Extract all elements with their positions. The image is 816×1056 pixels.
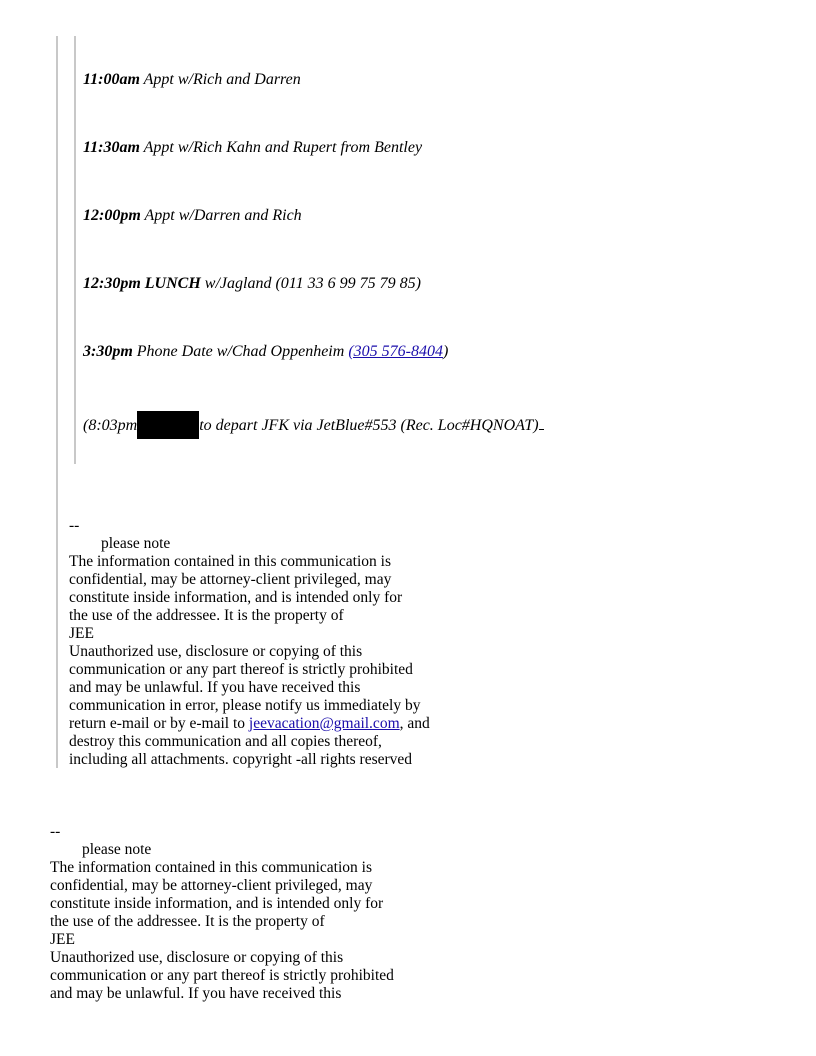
signature-line: communication in error, please notify us immediately by	[69, 697, 421, 714]
signature-dashes: --	[50, 823, 61, 840]
appointment-text-after: )	[442, 343, 449, 360]
appointment-text: (8:03pm	[83, 417, 138, 434]
appointment-text-after: to depart JFK via JetBlue#553 (Rec. Loc#HQNOAT)	[199, 417, 539, 434]
signature-line: the use of the addressee. It is the property of	[50, 913, 325, 930]
signature-line: constitute inside information, and is intended only for	[50, 895, 384, 912]
appointment-line	[83, 139, 422, 157]
appointment-line	[83, 411, 544, 439]
please-note: please note	[101, 535, 171, 552]
signature-line: communication or any part thereof is strictly prohibited	[50, 967, 394, 984]
trailing-underline	[539, 415, 544, 430]
signature-dashes: --	[69, 517, 80, 534]
quote-bar-inner	[74, 36, 76, 464]
email-suffix: , and	[399, 715, 430, 732]
phone-number-link[interactable]: (305 576-8404	[348, 343, 443, 360]
please-note: please note	[82, 841, 152, 858]
appointment-text: Appt w/Rich and Darren	[139, 71, 301, 88]
signature-line: destroy this communication and all copies thereof,	[69, 733, 382, 750]
email-prefix: return e-mail or by e-mail to	[69, 715, 249, 732]
signature-line: Unauthorized use, disclosure or copying of this	[50, 949, 344, 966]
appointment-time: 3:30pm	[83, 343, 133, 360]
appointment-text: Phone Date w/Chad Oppenheim	[132, 343, 349, 360]
signature-line: JEE	[50, 931, 75, 948]
appointment-time: 12:30pm LUNCH	[83, 275, 201, 292]
signature-line: constitute inside information, and is intended only for	[69, 589, 403, 606]
signature-line: The information contained in this communication is	[50, 859, 372, 876]
appointment-line	[83, 207, 302, 225]
signature-email-line	[69, 715, 430, 733]
appointment-text: w/Jagland (011 33 6 99 75 79 85)	[200, 275, 421, 292]
appointment-line	[83, 71, 301, 89]
quote-bar-outer	[56, 36, 58, 768]
signature-outer	[50, 823, 394, 1003]
appointment-text: Appt w/Darren and Rich	[140, 207, 302, 224]
signature-line: including all attachments. copyright -all rights reserved	[69, 751, 413, 768]
signature-inner	[69, 517, 430, 769]
signature-line: confidential, may be attorney-client privileged, may	[69, 571, 392, 588]
signature-line: confidential, may be attorney-client privileged, may	[50, 877, 373, 894]
signature-line: the use of the addressee. It is the property of	[69, 607, 344, 624]
appointment-text: Appt w/Rich Kahn and Rupert from Bentley	[139, 139, 423, 156]
signature-line: communication or any part thereof is strictly prohibited	[69, 661, 413, 678]
redaction-box	[137, 411, 199, 439]
appointment-time: 11:30am	[83, 139, 140, 156]
email-link[interactable]: jeevacation@gmail.com	[248, 715, 400, 732]
signature-line: Unauthorized use, disclosure or copying of this	[69, 643, 363, 660]
appointment-line	[83, 343, 448, 361]
appointment-line	[83, 275, 421, 293]
signature-line: and may be unlawful. If you have received this	[50, 985, 342, 1002]
signature-line: The information contained in this communication is	[69, 553, 391, 570]
signature-line: and may be unlawful. If you have received this	[69, 679, 361, 696]
appointment-time: 12:00pm	[83, 207, 141, 224]
appointment-time: 11:00am	[83, 71, 140, 88]
signature-line: JEE	[69, 625, 94, 642]
